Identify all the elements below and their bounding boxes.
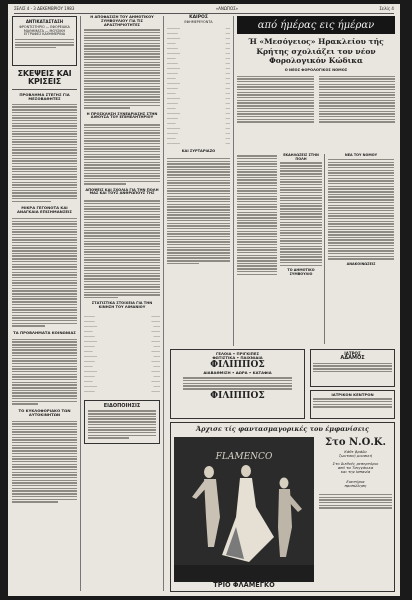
flamenco-photo — [174, 437, 314, 582]
column-2 — [84, 16, 160, 444]
ad-banner: Άρχισε τίς φαντασμαγορικές του έμφανίσεις — [195, 425, 370, 433]
ad-top-title: ΑΝΤΙΚΑΤΑΣΤΑΣΗ — [25, 19, 64, 24]
runner-left: ΣΕΛΙΣ 4 - 3 ΔΕΚΕΜΒΡΙΟΥ 1983 — [14, 6, 75, 11]
article-headline: ΑΠΟΨΕΙΣ ΚΑΙ ΣΧΟΛΙΑ ΓΙΑ ΤΗΝ ΠΟΛΗ ΜΑΣ ΚΑΙ ΤΟΥΣ ΑΝΘΡΩΠΟΥΣ ΤΗΣ — [85, 187, 159, 196]
ad-title: ΙΑΤΡΟΣ — [344, 351, 361, 356]
notice-title: ΕΙΔΟΠΟΙΗΣΙΣ — [103, 402, 141, 409]
column-rule — [324, 154, 325, 344]
ad-doctor — [310, 349, 395, 387]
photo-sign: FLAMENCO — [215, 452, 273, 462]
ad-brand-name: ΦΙΛΙΠΠΟΣ — [210, 359, 265, 370]
ad-text-block — [319, 437, 392, 510]
mid-column-a — [237, 154, 277, 276]
ad-line: Κάθε βράδυ — [344, 449, 367, 454]
column-3 — [167, 16, 230, 266]
article-headline: ΠΡΟΒΛΗΜΑ ΣΤΕΓΗΣ ΓΙΑ ΜΕΣΟΒΑΘΗΤΕΣ — [19, 91, 70, 101]
article-headline: ΤΑ ΠΡΟΒΛΗΜΑΤΑ ΚΟΙΝΩΝΙΑΣ — [13, 329, 76, 335]
ad-medical-center — [310, 390, 395, 419]
ad-line: ΦΡΟΝΤΙΣΤΗΡΙΟ — ΕΦΟΡΕΙΑΚΑ — [19, 25, 70, 30]
ad-line: προπώληση — [344, 482, 367, 488]
section-title: ΣΚΕΨΕΙΣ ΚΑΙ ΚΡΙΣΕΙΣ — [17, 69, 72, 87]
article-headline: Η ΠΡΟΣΚΛΗΣΗ ΣΥΝΕΔΡΙΑΣΗΣ ΣΤΗΝ ΑΙΘΟΥΣΑ ΤΟΥ ΕΠΙΜΕΛΗΤΗΡΙΟΥ — [86, 111, 158, 120]
article-headline: ΚΑΙ ΣΥΡΤΑΡΙΑΖΟ — [181, 149, 216, 154]
article-headline: ΤΟ ΔΗΜΟΤΙΚΟ ΣΥΜΒΟΥΛΙΟ — [287, 267, 315, 276]
runner-right: Σελίς 4 — [379, 6, 394, 11]
ad-line: Εισιτήρια — [346, 478, 365, 484]
ad-line: και την Ισπανία — [340, 468, 371, 474]
column-rule — [233, 16, 234, 346]
ad-line: ΕΓΓΡΑΦΕΣ ΚΑΘΗΜΕΡΙΝΑ — [23, 32, 66, 37]
newspaper-page — [8, 4, 400, 596]
feature-byline: Ο ΝΕΟΣ ΦΟΡΟΛΟΓΙΚΟΣ ΝΟΜΟΣ — [284, 67, 348, 72]
ad-name: ΑΔΑΜΟΣ — [340, 355, 365, 362]
feature-headline: Ή «Μεσόγειος» Ηρακλείου τής Κρήτης σχολιάζει τον νέον Φορολογικόν Κώδικα — [248, 37, 384, 65]
ad-line: ΜΑΘΗΜΑΤΑ — ΜΟΥΣΙΚΗ — [23, 28, 66, 33]
statistics-table: ————— ———— ————— ———— —————— ——— ———— ———— ————— ——— —————— ———— ————— ——— ———— ———— —————— ——— ————— ———— ———— ——— —————— ———— ————— ——— ———— ———— —————— ——— ————— ———— — [84, 313, 160, 393]
ad-line: από τα Τσιγγάνικα — [337, 464, 374, 470]
ad-filippos — [170, 349, 305, 419]
column-rule — [80, 16, 81, 591]
ad-line: ΔΙΑΒΑΘΜΙΣΗ • ΔΩΡΑ • ΚΑΤΑΦΙΑ — [203, 370, 272, 376]
column-rule — [163, 16, 164, 591]
club-name: Στο Ν.Ο.Κ. — [325, 437, 386, 448]
weather-table: —————— —— ————— —— —————— —— ———— —— ————— —— —————— —— ———— —— ————— —— —————— —— ————— —— ———— —— —————— —— ————— —— ———— —— —————— —— ————— —— ———— —— —————— —— ————— —— ———— —— —————— —— ————— —— ———— —— —————— —— — [167, 26, 230, 146]
notice-box — [84, 400, 160, 444]
article-headline: ΣΤΑΤΙΣΤΙΚΑ ΣΤΟΙΧΕΙΑ ΓΙΑ ΤΗΝ ΚΙΝΗΣΗ ΤΟΥ ΛΙΜΑΝΙΟΥ — [91, 301, 153, 310]
article-headline: ΜΙΚΡΑ ΓΕΓΟΝΟΤΑ ΚΑΙ ΑΝΑΓΚΑΙΑ ΕΠΙΣΗΜΑΝΣΕΙΣ — [16, 204, 73, 214]
ad-line: Στο διεθνές ρεπερτόριο — [332, 460, 379, 466]
ad-line: ΓΕΛΟΙΑ • ΠΡΙΓΚΙΠΕΣ — [215, 351, 260, 356]
mid-column-c — [328, 154, 394, 266]
ad-box-top — [12, 16, 77, 66]
article-headline: ΕΚΔΗΛΩΣΕΙΣ ΣΤΗΝ ΠΟΛΗ — [283, 153, 319, 161]
ad-brand-name: ΦΙΛΙΠΠΟΣ — [210, 390, 265, 401]
article-headline: Η ΑΠΟΦΑΣΙΣΗ ΤΟΥ ΔΗΜΟΤΙΚΟΥ ΣΥΜΒΟΥΛΙΟΥ ΓΙΑ ΤΙΣ ΔΡΑΣΤΗΡΙΟΤΗΤΕΣ — [90, 15, 154, 27]
feature-banner: από ήμέρας εις ήμέραν — [237, 16, 395, 34]
mid-column-b — [280, 154, 322, 276]
runner-center: «ΑΝΩΠΟΣ» — [215, 6, 239, 11]
ad-line: ζωντανή μουσική — [338, 452, 373, 458]
article-headline: ΤΟ ΚΥΚΛΟΦΟΡΙΑΚΟ ΤΩΝ ΑΥΤΟΚΙΝΗΤΩΝ — [18, 407, 71, 417]
article-headline: ΑΝΑΚΟΙΝΩΣΕΙΣ — [346, 261, 376, 266]
ad-flamenco — [170, 422, 395, 592]
column-1 — [12, 16, 77, 504]
article-headline: ΝΕΑ ΤΟΥ ΝΟΜΟΥ — [344, 153, 378, 157]
weather-title: ΚΑΙΡΟΣ — [189, 15, 208, 20]
weather-sub: ΕΦΗΜΕΡΕΥΟΝΤΑ — [184, 19, 213, 24]
ad-line: ΦΩΤΙΣΤΙΚΑ • ΠΑΙΧΝΙΔΙΑ — [212, 354, 263, 360]
ad-title: ΙΑΤΡΙΚΟΝ ΚΕΝΤΡΟΝ — [331, 392, 374, 397]
ad-caption: ΤΡΙΟ ΦΛΑΜΕΓΚΟ — [213, 581, 275, 589]
running-header — [14, 6, 394, 14]
dancers-image — [174, 437, 314, 582]
feature-article — [237, 16, 395, 124]
